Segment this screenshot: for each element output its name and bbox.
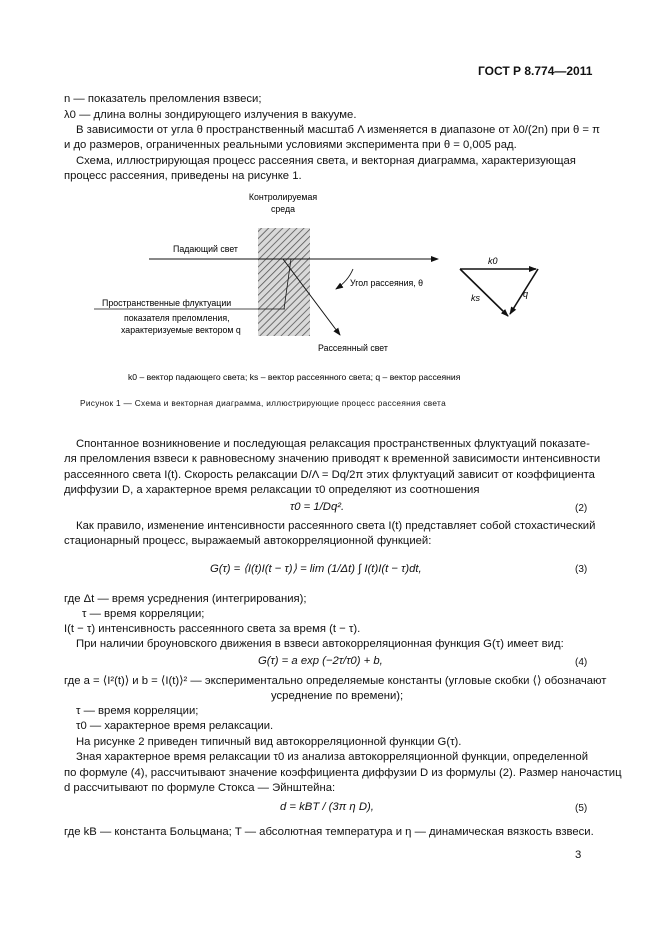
vector-legend: k0 – вектор падающего света; ks – вектор рассеянного света; q – вектор рассеяния — [128, 372, 461, 382]
equation-number: (5) — [575, 803, 588, 814]
document-code: ГОСТ Р 8.774—2011 — [478, 64, 593, 78]
figure-1-scattering-diagram — [0, 185, 661, 395]
medium-label: Контролируемая — [248, 192, 318, 202]
scattered-light-label: Рассеянный свет — [318, 343, 388, 353]
where-line: τ — время корреляции; — [76, 705, 199, 717]
where-line: τ0 — характерное время релаксации. — [76, 720, 274, 732]
equation-5: d = kBT / (3π η D), — [280, 801, 374, 813]
equation-3: G(τ) = ⟨I(t)I(t − τ)⟩ = lim (1/Δt) ∫ I(t)I(t − τ)dt, — [210, 563, 422, 575]
equation-4: G(τ) = a exp (−2τ/τ0) + b, — [258, 655, 383, 667]
where-line: где kB — константа Больцмана; T — абсолютная температура и η — динамическая вязкость взвеси. — [64, 826, 594, 838]
intro-line: λ0 — длина волны зондирующего излучения в вакууме. — [64, 109, 357, 121]
paragraph-line: Спонтанное возникновение и последующая релаксация пространственных флуктуаций показате- — [76, 438, 590, 450]
paragraph-line: по формуле (4), рассчитывают значение коэффициента диффузии D из формулы (2). Размер наночастиц — [64, 767, 622, 779]
incident-light-label: Падающий свет — [173, 244, 238, 254]
where-line: τ — время корреляции; — [82, 608, 205, 620]
equation-number: (4) — [575, 657, 588, 668]
scattering-angle-label: Угол рассеяния, θ — [350, 278, 424, 288]
equation-2: τ0 = 1/Dq². — [290, 501, 345, 513]
where-line: усреднение по времени); — [271, 690, 404, 702]
where-line: I(t − τ) интенсивность рассеянного света за время (t − τ). — [64, 623, 361, 635]
paragraph-line: d рассчитывают по формуле Стокса — Эйнштейна: — [64, 782, 336, 794]
paragraph-line: На рисунке 2 приведен типичный вид автокорреляционной функции G(τ). — [76, 736, 462, 748]
paragraph-line: стационарный процесс, выражаемый автокорреляционной функцией: — [64, 535, 432, 547]
where-line: где a = ⟨I²(t)⟩ и b = ⟨I(t)⟩² — экспериментально определяемые константы (угловые скобки ⟨⟩ обозначают — [64, 675, 607, 687]
intro-line: n — показатель преломления взвеси; — [64, 93, 262, 105]
equation-number: (2) — [575, 503, 588, 514]
paragraph-line: Как правило, изменение интенсивности рассеянного света I(t) представляет собой стохастический — [76, 520, 596, 532]
page-number: 3 — [575, 849, 582, 861]
paragraph-line: диффузии D, а характерное время релаксации τ0 определяют из соотношения — [64, 484, 480, 496]
paragraph-line: ля преломления взвеси к равновесному значению приводят к временной зависимости интенсивности — [64, 453, 601, 465]
medium-hatched-region — [258, 228, 310, 336]
intro-line: и до размеров, ограниченных реальными условиями эксперимента при θ = 0,005 рад. — [64, 139, 517, 151]
intro-line: Схема, иллюстрирующая процесс рассеяния света, и векторная диаграмма, характеризующая — [76, 155, 576, 167]
vector-q-label: q — [523, 289, 529, 299]
vector-ks-label: ks — [471, 293, 480, 303]
vector-ks-arrow — [460, 269, 508, 316]
figure-caption: Рисунок 1 — Схема и векторная диаграмма, иллюстрирующие процесс рассеяния света — [80, 398, 446, 408]
paragraph-line: Зная характерное время релаксации τ0 из анализа автокорреляционной функции, определенной — [76, 751, 588, 763]
vector-k0-label: k0 — [488, 256, 498, 266]
intro-line: В зависимости от угла θ пространственный масштаб Λ изменяется в диапазоне от λ0/(2n) при θ = π — [76, 124, 600, 136]
fluctuation-label: Пространственные флуктуации — [102, 298, 232, 308]
medium-label: среда — [270, 204, 296, 214]
equation-number: (3) — [575, 564, 588, 575]
paragraph-line: рассеянного света I(t). Скорость релаксации D/Λ = Dq/2π этих флуктуаций зависит от коэффициента — [64, 469, 595, 481]
intro-line: процесс рассеяния, приведены на рисунке 1. — [64, 170, 302, 182]
paragraph-line: При наличии броуновского движения в взвеси автокорреляционная функция G(τ) имеет вид: — [76, 638, 564, 650]
fluctuation-label: характеризуемые вектором q — [121, 325, 241, 335]
fluctuation-label: показателя преломления, — [124, 313, 230, 323]
where-line: где Δt — время усреднения (интегрирования); — [64, 593, 307, 605]
